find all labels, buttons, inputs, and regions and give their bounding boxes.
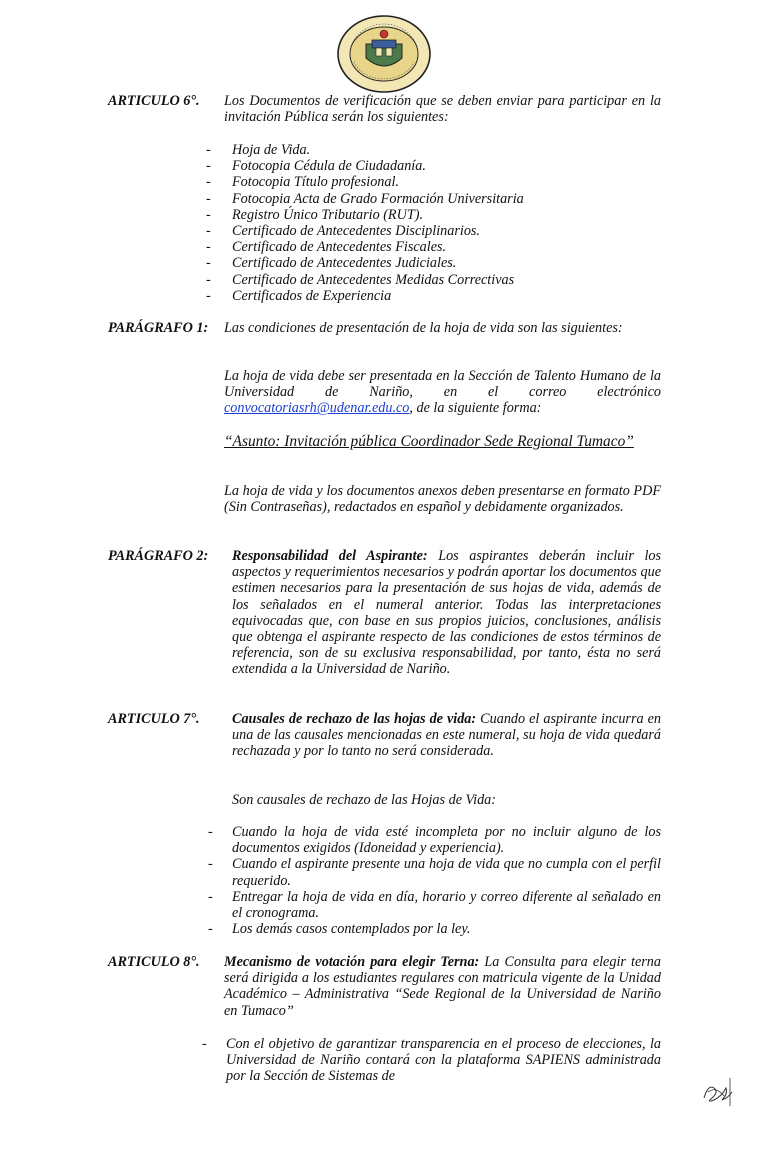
email-link[interactable]: convocatoriasrh@udenar.edu.co [224,400,410,417]
dash-bullet: - [206,255,211,272]
signature-mark [700,1072,734,1108]
list-item: - Cuando el aspirante presente una hoja de vida que no cumpla con el perfil requerido. [208,856,661,889]
dash-bullet: - [206,158,211,175]
list-item: - Certificados de Experiencia [206,287,392,304]
art7-title: Causales de rechazo de las hojas de vida: [232,711,477,727]
art8-title: Mecanismo de votación para elegir Terna: [224,954,480,970]
par1-text-before: La hoja de vida debe ser presentada en la Sección de Talento Humano de la Universidad de Nariño, en el correo electrónico [224,368,661,401]
list-item: - Cuando la hoja de vida esté incompleta por no incluir alguno de los documentos exigidos (Idoneidad y experiencia). [208,824,661,857]
par2-title: Responsabilidad del Aspirante: [232,548,428,564]
dash-bullet: - [206,174,211,191]
list-item: - Fotocopia Título profesional. [206,174,399,191]
dash-bullet: - [208,888,213,905]
art8-bullet-list [202,1036,661,1085]
list-item: - Certificado de Antecedentes Disciplinarios. [206,223,480,240]
dash-bullet: - [208,856,213,873]
dash-bullet: - [202,1036,207,1052]
dash-bullet: - [208,824,213,840]
list-item: - Entregar la hoja de vida en día, horario y correo diferente al señalado en el cronograma. [208,888,661,922]
dash-bullet: - [206,287,211,304]
dash-bullet: - [206,190,211,207]
university-seal-logo [336,14,432,94]
asunto-line: “Asunto: Invitación pública Coordinador Sede Regional Tumaco” [224,433,634,450]
par1-paragraph [224,368,661,417]
dash-bullet: - [206,142,211,158]
par2-paragraph [232,548,661,678]
art6-document-list [206,142,646,304]
art8-text: La Consulta para elegir terna será dirigida a los estudiantes regulares con matricula vigente de la Unidad Académico – Administrativa “Sede Regional de la Universidad de Nariño en Tumaco” [224,954,661,1019]
par1-format-paragraph: La hoja de vida y los documentos anexos deben presentarse en formato PDF (Sin Contraseñas), redactados en español y debidamente organizados. [224,483,661,516]
art8-label: ARTICULO 8°. [108,954,200,970]
art7-subtitle: Son causales de rechazo de las Hojas de Vida: [232,792,496,808]
art6-label: ARTICULO 6°. [108,93,200,109]
dash-bullet: - [206,223,211,240]
list-item: - Certificado de Antecedentes Judiciales. [206,255,457,272]
list-item: - Certificado de Antecedentes Medidas Correctivas [206,271,515,288]
list-item: - Certificado de Antecedentes Fiscales. [206,239,447,256]
art7-causales-list [208,824,661,937]
art7-paragraph [232,711,661,760]
dash-bullet: - [208,921,213,938]
list-item: - Con el objetivo de garantizar transparencia en el proceso de elecciones, la Universidad de Nariño contará con la plataforma SAPIENS administrada por la Sección de Sistemas de [202,1036,661,1085]
art7-label: ARTICULO 7°. [108,711,200,727]
par1-text-after: , de la siguiente forma: [409,400,542,417]
dash-bullet: - [206,239,211,256]
dash-bullet: - [206,271,211,288]
par2-label: PARÁGRAFO 2: [108,548,209,564]
list-item: - Los demás casos contemplados por la ley. [208,921,471,938]
list-item: - Hoja de Vida. [206,142,311,158]
par1-intro: Las condiciones de presentación de la hoja de vida son las siguientes: [224,320,623,336]
par1-label: PARÁGRAFO 1: [108,320,209,336]
art7-text: Cuando el aspirante incurra en una de las causales mencionadas en este numeral, su hoja de vida quedará rechazada y por lo tanto no será considerada. [232,711,661,760]
art6-intro: Los Documentos de verificación que se deben enviar para participar en la invitación Pública serán los siguientes: [224,93,661,126]
par2-text: Los aspirantes deberán incluir los aspectos y requerimientos necesarios y podrán aportar los documentos que estimen necesarios para la presentación de sus hojas de vida, además de los señalados en el numeral anterior. Todas las interpretaciones equivocadas que, con base en sus propios juicios, conclusiones, análisis que obtenga el aspirante respecto de las condiciones de estos términos de referencia, son de su exclusiva responsabilidad, por tanto, ésta no será extendida a la Universidad de Nariño. [232,548,661,678]
list-item: - Registro Único Tributario (RUT). [206,206,424,223]
art8-paragraph [224,954,661,1019]
list-item: - Fotocopia Acta de Grado Formación Universitaria [206,190,524,207]
dash-bullet: - [206,206,211,223]
list-item: - Fotocopia Cédula de Ciudadanía. [206,158,426,175]
